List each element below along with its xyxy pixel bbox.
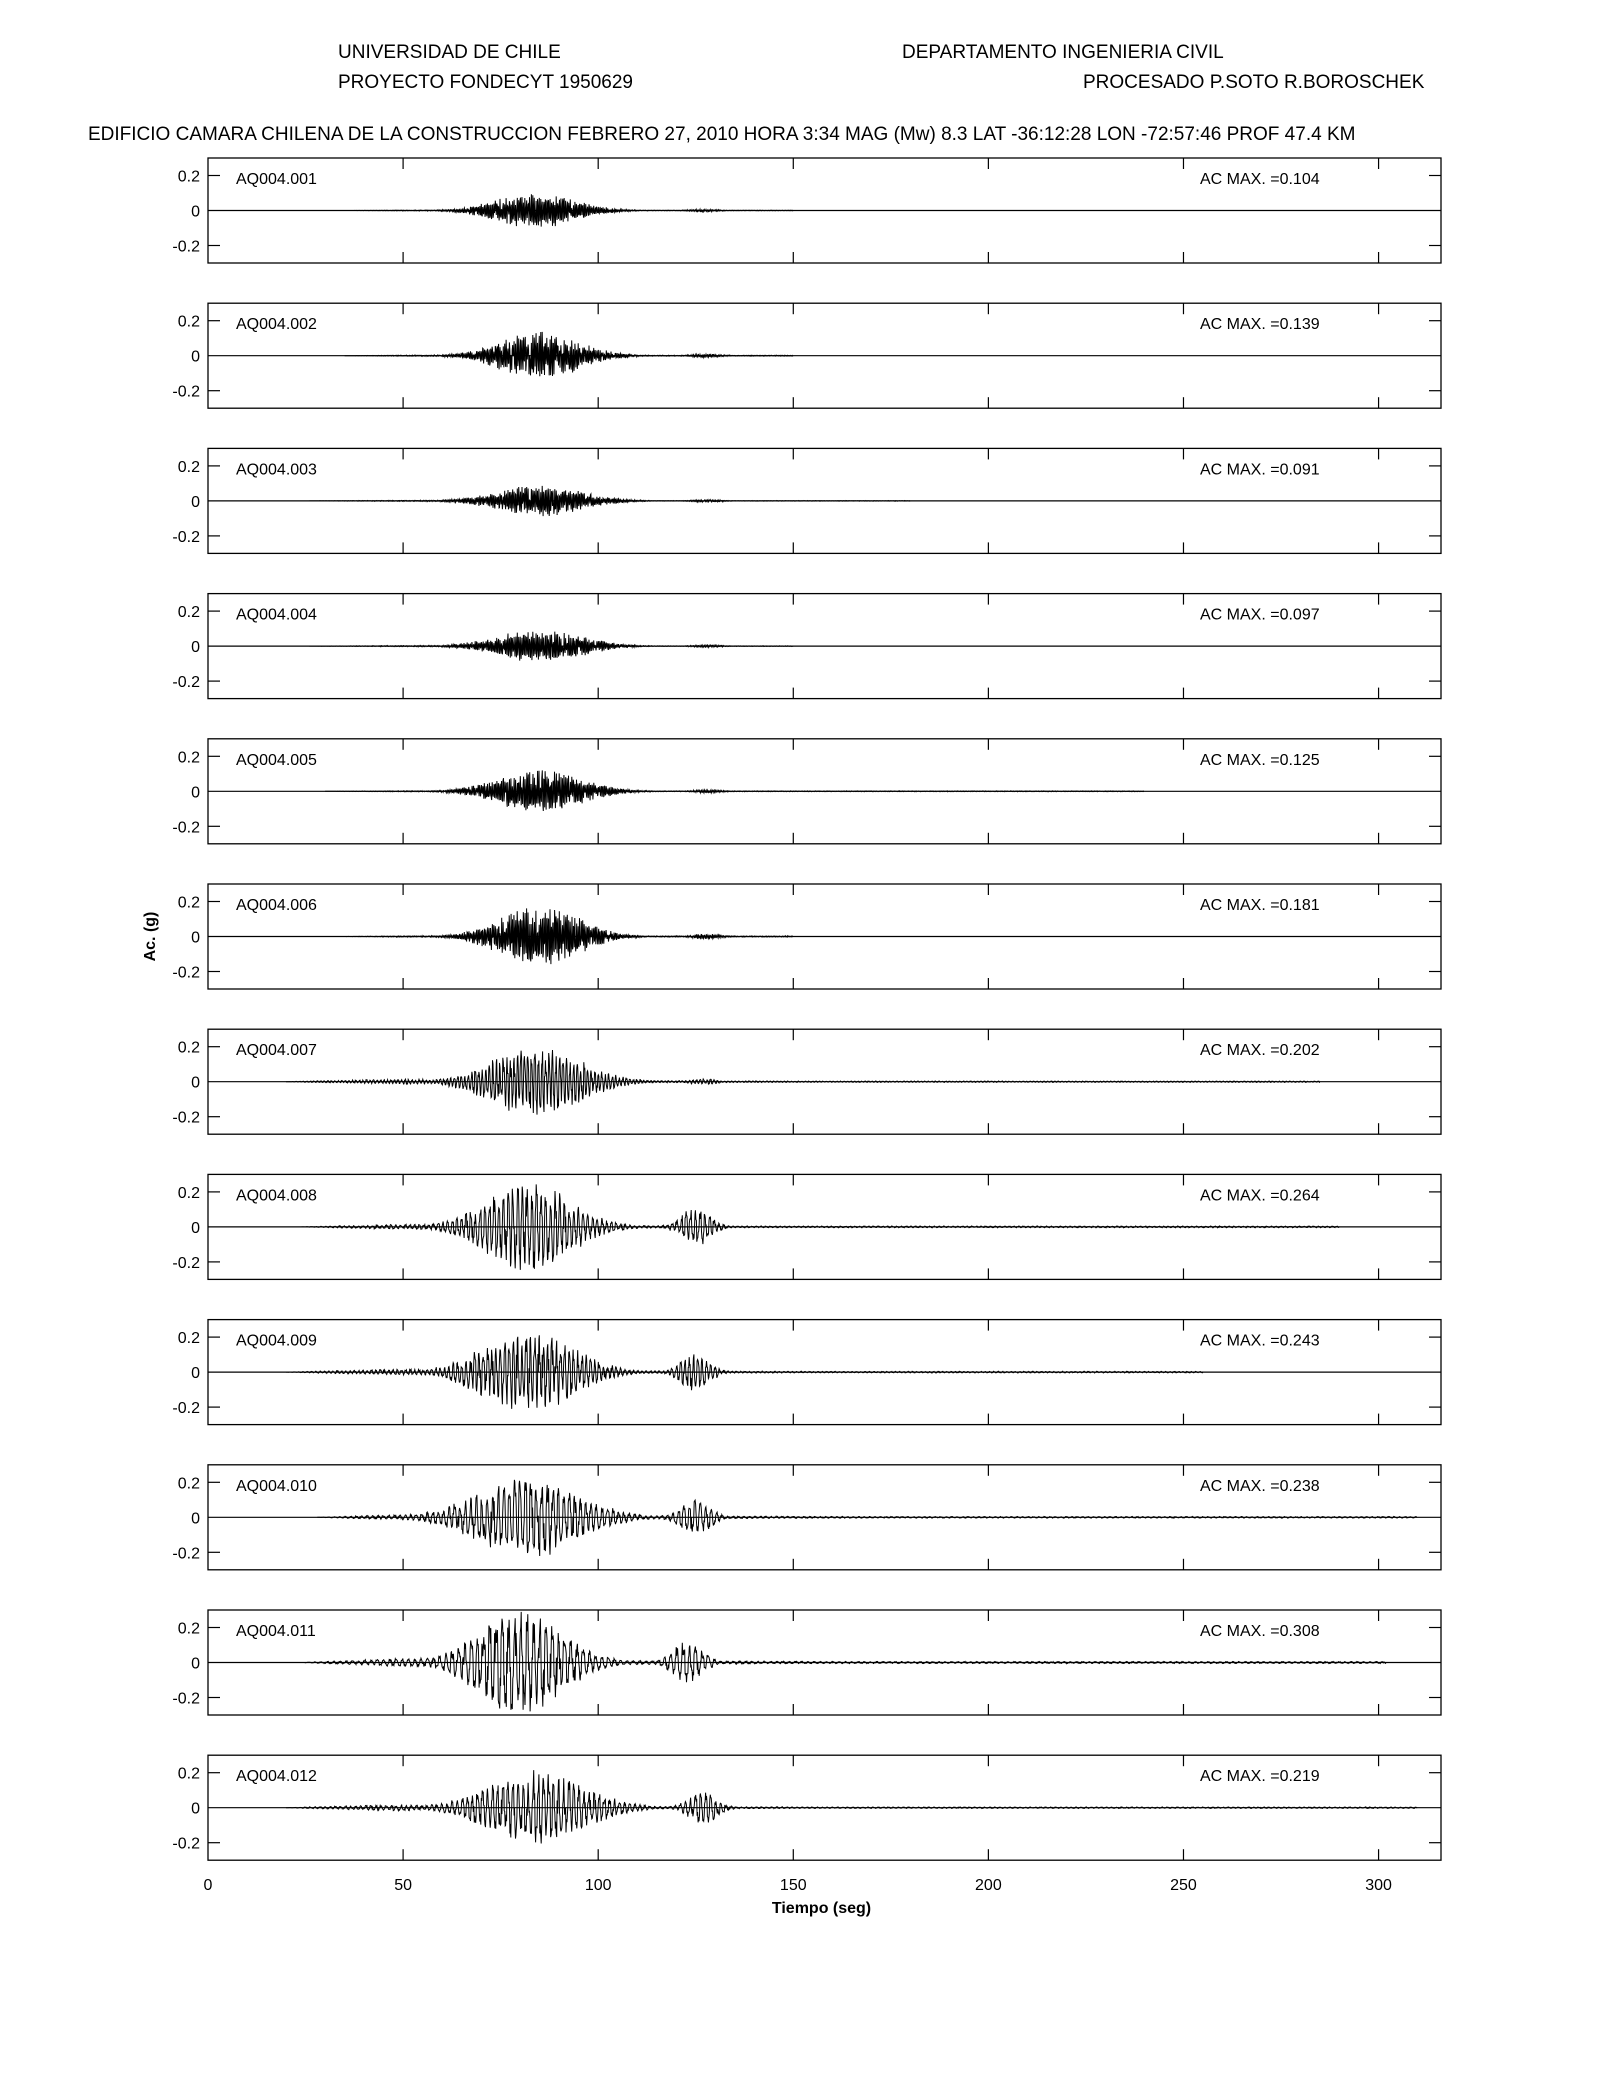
x-tick-label: 0 [203,1877,213,1895]
series-name: AQ004.007 [236,1042,317,1060]
series-name: AQ004.010 [236,1477,317,1495]
y-tick-label: 0 [191,493,200,511]
series-name: AQ004.004 [236,606,317,624]
y-axis-label: Ac. (g) [142,911,159,962]
series-name: AQ004.005 [236,751,317,769]
ac-max-label: AC MAX. =0.097 [1200,606,1320,624]
y-tick-label: 0.2 [177,604,200,622]
series-name: AQ004.006 [236,897,317,914]
y-tick-label: 0 [191,929,200,947]
ac-max-label: AC MAX. =0.139 [1200,316,1320,334]
ac-max-label: AC MAX. =0.104 [1200,171,1320,188]
waveform-AQ004.001 [345,194,793,226]
y-tick-label: 0 [191,1655,200,1673]
y-tick-label: 0 [191,1510,200,1528]
y-tick-label: 0 [191,639,200,657]
y-tick-label: 0.2 [177,1330,200,1348]
x-tick-label: 50 [394,1877,412,1895]
ac-max-label: AC MAX. =0.308 [1200,1623,1320,1640]
y-tick-label: -0.2 [172,528,200,546]
y-tick-label: -0.2 [172,1835,200,1853]
x-axis-label: Tiempo (seg) [771,1900,872,1918]
ac-max-label: AC MAX. =0.264 [1200,1187,1320,1205]
waveform-AQ004.007 [286,1050,1320,1115]
x-tick-label: 150 [779,1877,807,1895]
y-tick-label: 0 [191,784,200,802]
y-tick-label: -0.2 [172,1400,200,1418]
y-tick-label: -0.2 [172,964,200,982]
waveform-AQ004.003 [309,486,910,516]
y-tick-label: 0.2 [177,458,200,476]
ac-max-label: AC MAX. =0.219 [1200,1768,1320,1786]
y-tick-label: 0.2 [177,168,200,186]
x-tick-label: 300 [1365,1877,1392,1895]
y-tick-label: 0.2 [177,1620,200,1638]
chart-title: EDIFICIO CAMARA CHILENA DE LA CONSTRUCCION FEBRERO 27, 2010 HORA 3:34 MAG (Mw) 8.3 LAT -36:12:28 LON -72:57:46 PROF 47.4 KM [88,124,1356,145]
y-tick-label: 0.2 [177,1039,200,1057]
y-tick-label: 0 [191,1074,200,1092]
y-tick-label: 0.2 [177,894,200,912]
series-name: AQ004.001 [236,171,317,188]
y-tick-label: 0.2 [177,749,200,767]
y-tick-label: 0.2 [177,1765,200,1783]
ac-max-label: AC MAX. =0.125 [1200,751,1320,769]
waveform-AQ004.004 [309,632,793,661]
y-tick-label: -0.2 [172,1545,200,1563]
ac-max-label: AC MAX. =0.091 [1200,461,1320,479]
ac-max-label: AC MAX. =0.202 [1200,1042,1320,1060]
waveform-AQ004.002 [345,332,793,376]
ac-max-label: AC MAX. =0.181 [1200,897,1320,914]
y-tick-label: -0.2 [172,1254,200,1272]
series-name: AQ004.002 [236,316,317,334]
y-tick-label: 0 [191,1800,200,1818]
header-right-line1: DEPARTAMENTO INGENIERIA CIVIL [902,42,1224,63]
header-left-line2: PROYECTO FONDECYT 1950629 [338,72,633,93]
y-tick-label: 0 [191,203,200,221]
y-tick-label: 0 [191,1219,200,1237]
y-tick-label: -0.2 [172,1109,200,1127]
series-name: AQ004.011 [236,1623,316,1640]
y-tick-label: 0 [191,1365,200,1383]
x-tick-label: 250 [1170,1877,1197,1895]
series-name: AQ004.003 [236,461,317,479]
header-left-line1: UNIVERSIDAD DE CHILE [338,42,561,63]
header-right-line2: PROCESADO P.SOTO R.BOROSCHEK [1083,72,1425,93]
y-tick-label: -0.2 [172,1690,200,1708]
waveform-AQ004.005 [325,770,1144,811]
ac-max-label: AC MAX. =0.243 [1200,1332,1320,1350]
x-tick-label: 100 [584,1877,612,1895]
y-tick-label: 0 [191,348,200,366]
y-tick-label: 0.2 [177,1475,200,1493]
waveform-AQ004.006 [341,908,793,964]
series-name: AQ004.008 [236,1187,317,1205]
y-tick-label: 0.2 [177,313,200,331]
series-name: AQ004.009 [236,1332,317,1350]
y-tick-label: -0.2 [172,238,200,256]
y-tick-label: 0.2 [177,1184,200,1202]
y-tick-label: -0.2 [172,383,200,401]
y-tick-label: -0.2 [172,674,200,692]
y-tick-label: -0.2 [172,819,200,837]
series-name: AQ004.012 [236,1768,317,1786]
ac-max-label: AC MAX. =0.238 [1200,1477,1320,1495]
x-tick-label: 200 [975,1877,1002,1895]
